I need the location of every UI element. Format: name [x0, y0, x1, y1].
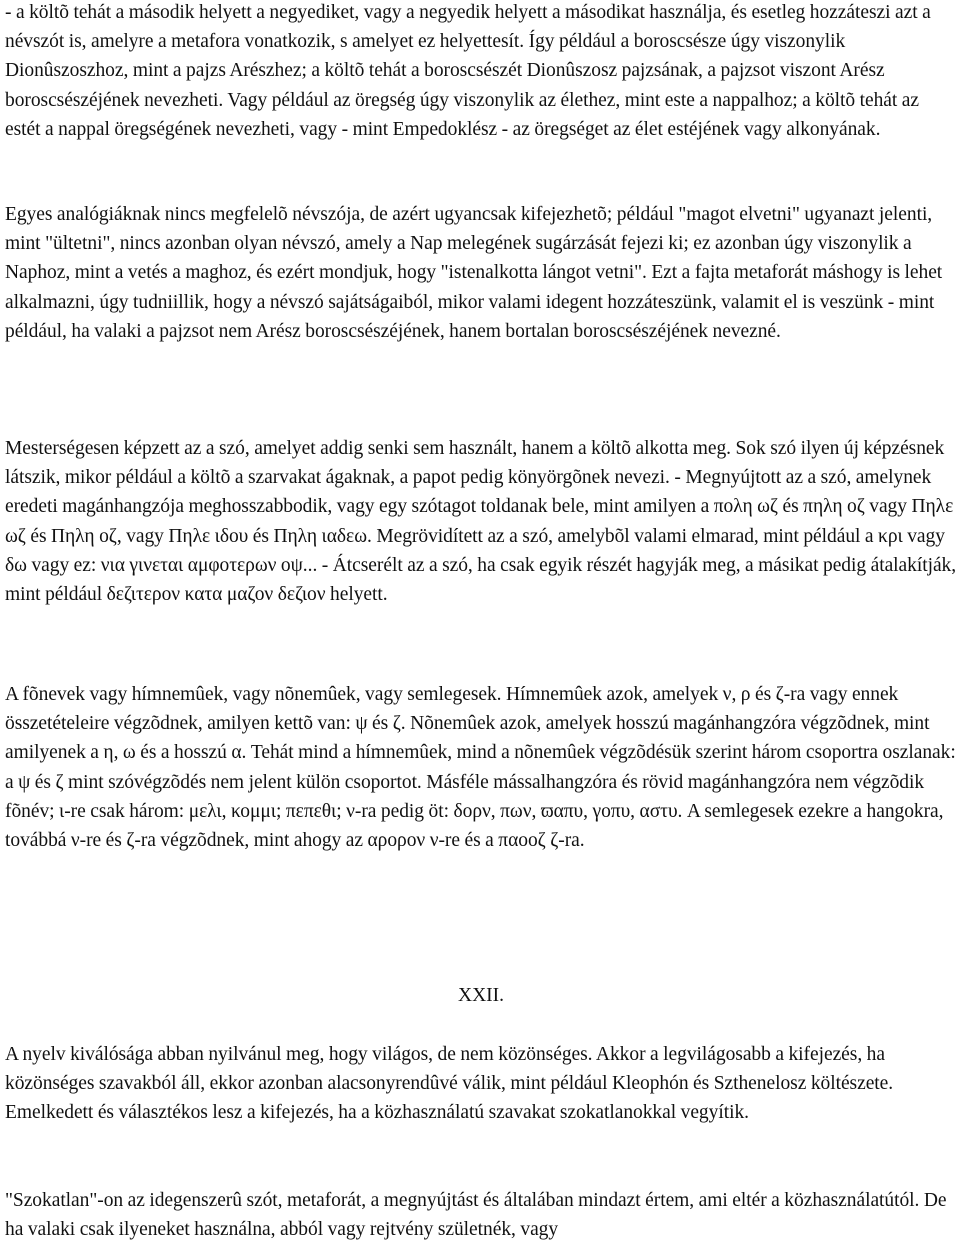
paragraph-language-excellence: A nyelv kiválósága abban nyilvánul meg, hogy világos, de nem közönséges. Akkor a legvilágosabb a kifejezés, ha közönséges szavakból áll, ekkor azonban alacsonyrendûvé válik, mint például Kleophón és Szthenelosz költészete. Emelkedett és választékos lesz a kifejezés, ha a közhasználatú szavakat szokatlanokkal vegyítik. [5, 1044, 894, 1124]
paragraph-unusual-words: "Szokatlan"-on az idegenszerû szót, metaforát, a megnyújtást és általában mindazt értem, ami eltér a közhasználatútól. De ha valaki csak ilyeneket használna, abból vagy rejtvény születnék, vagy [5, 1190, 947, 1241]
chapter-heading: XXII. [457, 985, 505, 1006]
paragraph-analogy-without-noun: Egyes analógiáknak nincs megfelelõ névszója, de azért ugyancsak kifejezhetõ; például "magot elvetni" ugyanazt jelenti, mint "ültetni", nincs azonban olyan névszó, amely a Nap melegének sugárzását fejezi ki; ez azonban úgy viszonylik a Naphoz, mint a vetés a maghoz, és ezért mondjuk, hogy "istenalkotta lángot vetni". Ezt a fajta metaforát máshogy is lehet alkalmazni, úgy tudniillik, hogy a névszó sajátságaiból, mikor valami idegent hozzáteszünk, valamit el is veszünk - mint például, ha valaki a pajzsot nem Arész boroscsészéjének, hanem bortalan boroscsészéjének nevezné. [5, 204, 943, 342]
paragraph-metaphor-analogy: - a költõ tehát a második helyett a negyediket, vagy a negyedik helyett a másodikat használja, és esetleg hozzáteszi azt a névszót is, amelyre a metafora vonatkozik, s amelyet ez helyettesít. Így például a boroscsésze úgy viszonylik Dionûszoszhoz, mint a pajzs Arészhez; a költõ tehát a boroscsészét Dionûszosz pajzsának, a pajzsot viszont Arész boroscsészéjének nevezheti. Vagy például az öregség úgy viszonylik az élethez, mint este a nappalhoz; a költõ tehát az estét a nappal öregségének nevezheti, vagy - mint Empedoklész - az öregséget az élet estéjének vagy alkonyának. [5, 2, 931, 140]
paragraph-noun-genders: A fõnevek vagy hímnemûek, vagy nõnemûek, vagy semlegesek. Hímnemûek azok, amelyek ν, ρ és ζ-ra vagy ennek összetételeire végzõdnek, amilyen kettõ van: ψ és ζ. Nõnemûek azok, amelyek hosszú magánhangzóra végzõdnek, mint amilyenek a η, ω és a hosszú α. Tehát mind a hímnemûek, mind a nõnemûek végzõdésük szerint három csoportra oszlanak: a ψ és ζ mint szóvégzõdés nem jelent külön csoportot. Másféle mássalhangzóra és rövid magánhangzóra nem végzõdik fõnév; ι-re csak három: μελι, κομμι; πεπεθι; ν-ra pedig öt: δορν, πων, ϖαπυ, γοπυ, αστυ. A semlegesek ezekre a hangokra, továbbá ν-re és ζ-ra végzõdnek, mint ahogy az αρορον ν-re és a παοοζ ζ-ra. [5, 684, 956, 852]
paragraph-coined-words: Mesterségesen képzett az a szó, amelyet addig senki sem használt, hanem a költõ alkotta meg. Sok szó ilyen új képzésnek látszik, mikor például a költõ a szarvakat ágaknak, a papot pedig könyörgõnek nevezi. - Megnyújtott az a szó, amelynek eredeti magánhangzója meghosszabbodik, vagy egy szótagot toldanak bele, mint amilyen a πολη ωζ és πηλη οζ vagy Πηλε ωζ és Πηλη οζ, vagy Πηλε ιδου és Πηλη ιαδεω. Megrövidített az a szó, amelybõl valami elmarad, mint például a κρι vagy δω vagy ez: νια γινεται αμφοτερων οψ... - Átcserélt az a szó, ha csak egyik részét hagyják meg, a másikat pedig átalakítják, mint például δεζιτερον κατα μαζον δεζιον helyett. [5, 438, 957, 606]
